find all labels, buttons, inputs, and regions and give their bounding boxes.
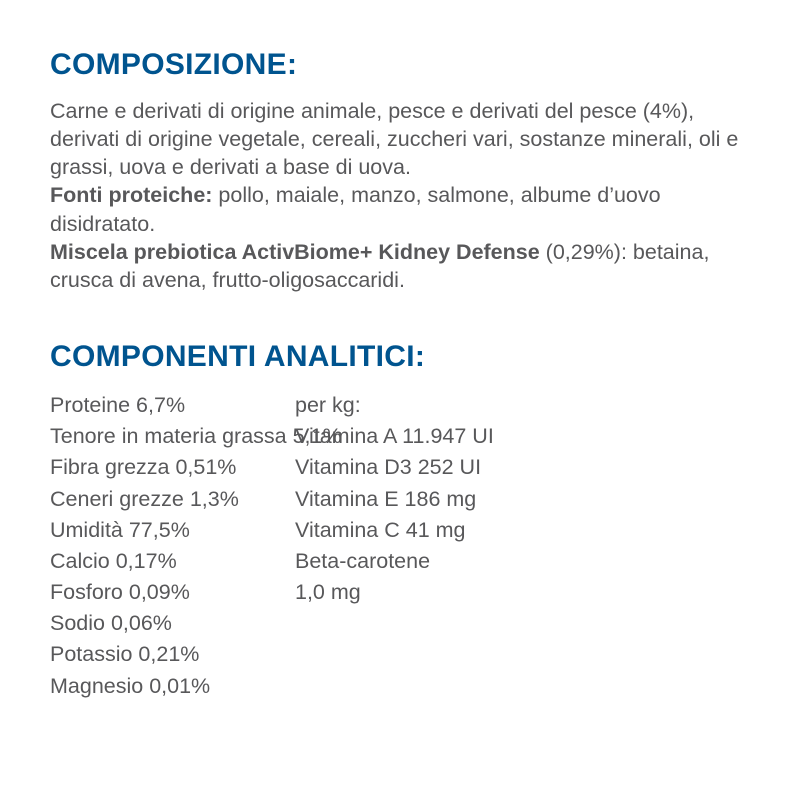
vitamin-item: Vitamina D3 252 UI [295,455,482,480]
composition-title: COMPOSIZIONE: [50,48,298,81]
analytical-item: Sodio 0,06% [50,611,172,636]
vitamin-item: Vitamina E 186 mg [295,486,477,511]
vitamin-item: Vitamina A 11.947 UI [295,424,494,449]
analytical-item: Tenore in materia grassa 5,1% [50,424,342,449]
composition-paragraph-prebiotic-blend [50,238,750,294]
composition-body [50,97,750,294]
vitamin-item: Vitamina C 41 mg [295,517,466,542]
composition-paragraph-protein-sources [50,181,750,237]
analytical-columns [50,390,750,702]
analytical-item: Fibra grezza 0,51% [50,455,237,480]
analytical-item: Ceneri grezze 1,3% [50,486,239,511]
analytical-item: Calcio 0,17% [50,548,177,573]
composition-paragraph-ingredients [50,97,750,181]
analytical-item: Potassio 0,21% [50,642,200,667]
protein-sources-text: pollo, maiale, manzo, salmone, albume d’uovo disidratato. [50,183,661,236]
analytical-item: Fosforo 0,09% [50,580,190,605]
analytical-item: Magnesio 0,01% [50,673,211,698]
composition-paragraph-ingredients-text: Carne e derivati di origine animale, pesce e derivati del pesce (4%), derivati di origine vegetale, cereali, zuccheri vari, sostanze minerali, oli e grassi, uova e derivati a base di uova. [50,99,739,180]
composition-section [50,48,750,294]
analytical-right-column [295,390,750,702]
analytical-constituents-section [50,340,750,702]
prebiotic-blend-text: (0,29%): betaina, crusca di avena, frutto-oligosaccaridi. [50,239,710,292]
analytical-item: Umidità 77,5% [50,517,190,542]
vitamin-item: Beta-carotene [295,548,431,573]
prebiotic-blend-label: Miscela prebiotica ActivBiome+ Kidney Defense [50,239,540,264]
analytical-constituents-title: COMPONENTI ANALITICI: [50,340,426,374]
vitamin-item: 1,0 mg [295,580,361,605]
per-kg-label: per kg: [295,393,361,418]
analytical-item: Proteine 6,7% [50,393,186,418]
protein-sources-label: Fonti proteiche: [50,183,213,208]
